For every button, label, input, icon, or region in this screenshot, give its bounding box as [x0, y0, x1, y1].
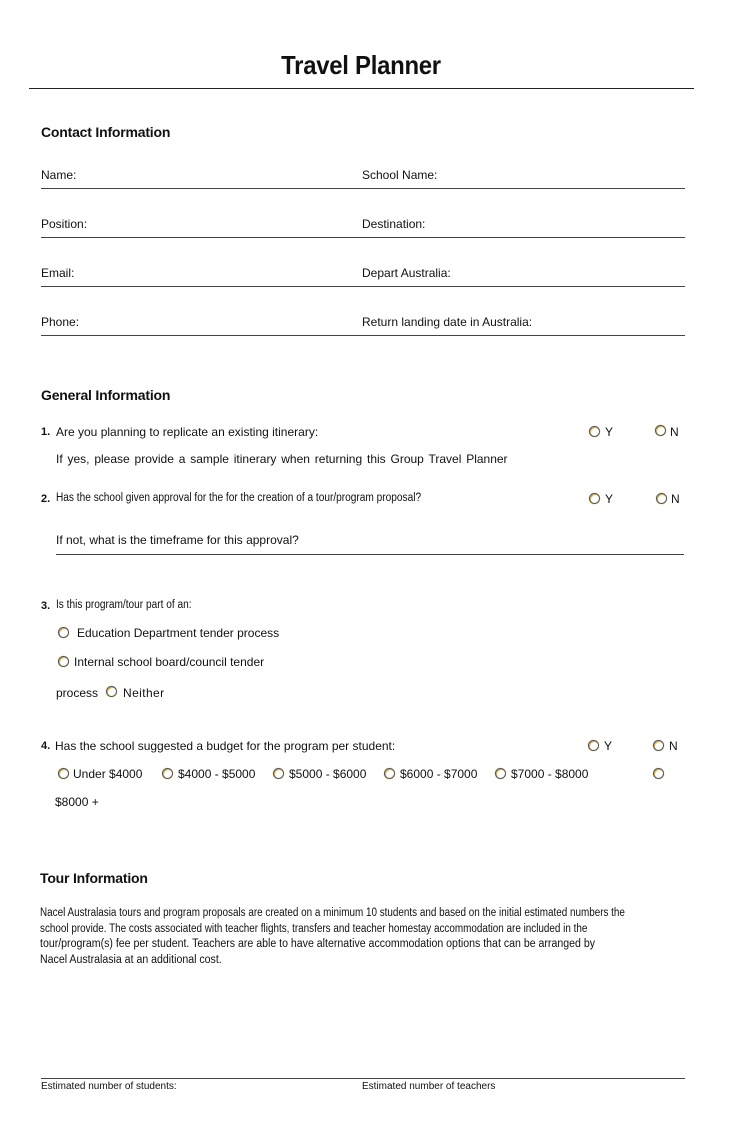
phone-field[interactable] — [41, 335, 362, 336]
budget-5000-6000-label: $5000 - $6000 — [289, 767, 367, 781]
budget-5000-6000-radio[interactable] — [273, 768, 284, 779]
students-count-label: Estimated number of students: — [41, 1081, 177, 1092]
budget-7000-8000-label: $7000 - $8000 — [511, 767, 589, 781]
q3-number: 3. — [41, 600, 51, 612]
q2-timeframe-field[interactable] — [56, 554, 684, 555]
q3-text: Is this program/tour part of an: — [56, 599, 192, 611]
budget-8000-plus-radio[interactable] — [653, 768, 664, 779]
return-date-field[interactable] — [362, 335, 685, 336]
q1-no-label: N — [670, 425, 679, 439]
depart-label: Depart Australia: — [362, 266, 451, 280]
return-date-label: Return landing date in Australia: — [362, 315, 533, 329]
school-name-field[interactable] — [362, 188, 685, 189]
q2-text: Has the school given approval for the for the creation of a tour/program proposal? — [56, 492, 422, 504]
name-label: Name: — [41, 168, 77, 182]
q3-opt2-continued: process — [56, 686, 99, 700]
q4-yes-radio[interactable] — [588, 740, 599, 751]
position-field[interactable] — [41, 237, 362, 238]
q3-opt3-radio[interactable] — [106, 686, 117, 697]
q1-number: 1. — [41, 426, 51, 438]
budget-under-4000-label: Under $4000 — [73, 767, 143, 781]
q3-opt2-label: Internal school board/council tender — [74, 655, 265, 669]
q1-text: Are you planning to replicate an existing itinerary: — [56, 425, 319, 439]
school-name-label: School Name: — [362, 168, 438, 182]
page-title: Travel Planner — [281, 50, 441, 80]
budget-7000-8000-radio[interactable] — [495, 768, 506, 779]
q2-yes-label: Y — [605, 492, 614, 506]
q3-opt1-radio[interactable] — [58, 627, 69, 638]
contact-heading: Contact Information — [41, 124, 171, 140]
title-divider — [29, 88, 694, 89]
tour-paragraph-line-2: school provide. The costs associated with teacher flights, transfers and teacher homestay accommodation are included in the — [40, 922, 588, 935]
q2-number: 2. — [41, 493, 51, 505]
budget-6000-7000-radio[interactable] — [384, 768, 395, 779]
tour-paragraph — [40, 906, 700, 968]
tour-paragraph-line-1: Nacel Australasia tours and program proposals are created on a minimum 10 students and based on the initial estimated numbers the — [40, 907, 625, 919]
q1-note: If yes, please provide a sample itinerary when returning this Group Travel Planner — [56, 452, 508, 466]
q4-yes-label: Y — [604, 739, 613, 753]
tour-paragraph-line-3: tour/program(s) fee per student. Teachers are able to have alternative accommodation options that can be arranged by — [40, 938, 596, 950]
budget-4000-5000-label: $4000 - $5000 — [178, 767, 256, 781]
students-count-field[interactable] — [41, 1078, 362, 1079]
email-label: Email: — [41, 266, 75, 280]
teachers-count-label: Estimated number of teachers — [362, 1081, 496, 1092]
budget-4000-5000-radio[interactable] — [162, 768, 173, 779]
depart-field[interactable] — [362, 286, 685, 287]
general-heading: General Information — [41, 387, 171, 403]
q3-opt2-radio[interactable] — [58, 656, 69, 667]
email-field[interactable] — [41, 286, 362, 287]
tour-paragraph-line-4: Nacel Australasia at an additional cost. — [40, 953, 222, 966]
q1-yes-radio[interactable] — [589, 426, 600, 437]
q4-text: Has the school suggested a budget for the program per student: — [55, 739, 396, 753]
q3-opt3-label: Neither — [123, 686, 165, 700]
destination-field[interactable] — [362, 237, 685, 238]
tour-heading: Tour Information — [40, 870, 148, 886]
q4-no-radio[interactable] — [653, 740, 664, 751]
q1-no-radio[interactable] — [655, 425, 666, 436]
q2-yes-radio[interactable] — [589, 493, 600, 504]
phone-label: Phone: — [41, 315, 80, 329]
q2-no-radio[interactable] — [656, 493, 667, 504]
budget-6000-7000-label: $6000 - $7000 — [400, 767, 478, 781]
budget-8000-plus-label: $8000 + — [55, 795, 99, 809]
q2-no-label: N — [671, 492, 680, 506]
q4-no-label: N — [669, 739, 678, 753]
destination-label: Destination: — [362, 217, 426, 231]
position-label: Position: — [41, 217, 88, 231]
q1-yes-label: Y — [605, 425, 614, 439]
q3-opt1-label: Education Department tender process — [77, 626, 280, 640]
q2-followup: If not, what is the timeframe for this approval? — [56, 533, 299, 547]
teachers-count-field[interactable] — [362, 1078, 685, 1079]
name-field[interactable] — [41, 188, 362, 189]
q4-number: 4. — [41, 740, 51, 752]
budget-under-4000-radio[interactable] — [58, 768, 69, 779]
